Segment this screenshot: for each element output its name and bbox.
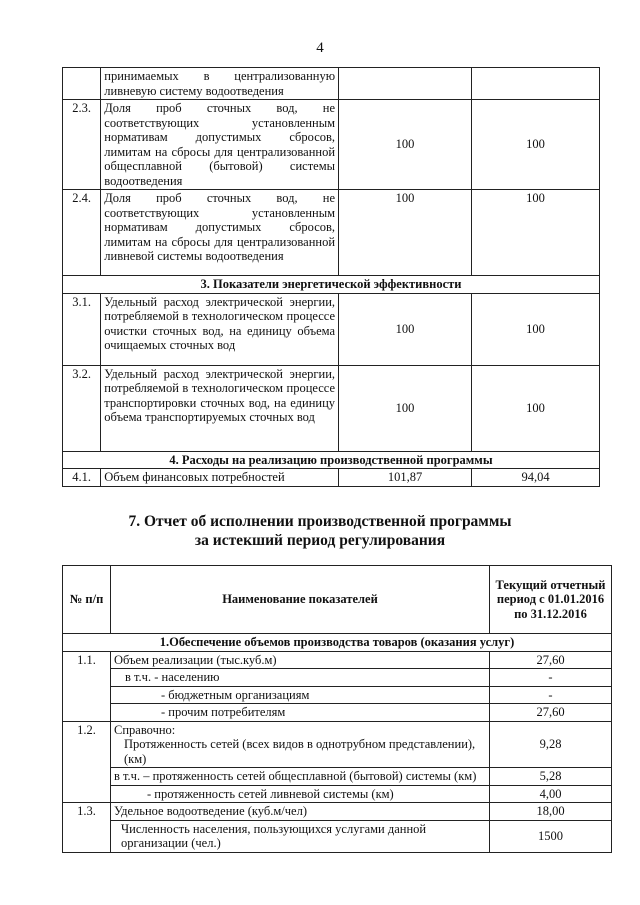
table-row [63, 669, 612, 687]
heading-line: 7. Отчет об исполнении производственной программы [128, 513, 512, 530]
row-number: 1.3. [63, 803, 111, 853]
row-value: 1500 [490, 820, 612, 852]
row-label: Справочно: [114, 722, 176, 737]
table-row [63, 469, 600, 487]
row-text: - бюджетным организациям [111, 686, 490, 704]
value-plan: 100 [339, 190, 472, 276]
row-text: - прочим потребителям [111, 704, 490, 722]
indicators-table [62, 67, 600, 487]
row-number: 4.1. [63, 469, 101, 487]
row-number: 1.1. [63, 651, 111, 721]
table-row [63, 68, 600, 100]
row-text: Численность населения, пользующихся услугами данной организации (чел.) [111, 820, 490, 852]
value-fact: 100 [472, 100, 600, 190]
header-num: № п/п [63, 566, 111, 634]
row-number [63, 68, 101, 100]
table-row [63, 768, 612, 786]
row-value: 27,60 [490, 651, 612, 669]
value-fact: 100 [472, 293, 600, 365]
header-row [63, 566, 612, 634]
row-number: 2.3. [63, 100, 101, 190]
row-value: 5,28 [490, 768, 612, 786]
heading-line: за истекший период регулирования [194, 532, 446, 549]
section-row [63, 276, 600, 294]
row-value: 18,00 [490, 803, 612, 821]
table-row [63, 803, 612, 821]
table-row [63, 704, 612, 722]
row-text: Объем реализации (тыс.куб.м) [111, 651, 490, 669]
table-row [63, 686, 612, 704]
table-row [63, 721, 612, 768]
value-plan: 100 [339, 293, 472, 365]
table-row [63, 293, 600, 365]
table-row [63, 651, 612, 669]
header-period: Текущий отчетный период с 01.01.2016 по 31.12.2016 [490, 566, 612, 634]
row-text: Доля проб сточных вод, не соответствующих установленным нормативам допустимых сбросов, лимитам на сбросы для централизованной общесплавной (бытовой) системы водоотведения [101, 100, 339, 190]
value-fact: 100 [472, 365, 600, 451]
value-fact: 100 [472, 190, 600, 276]
row-number: 1.2. [63, 721, 111, 803]
report-table [62, 565, 612, 853]
row-number: 2.4. [63, 190, 101, 276]
row-number: 3.1. [63, 293, 101, 365]
section-row [63, 451, 600, 469]
row-text: Объем финансовых потребностей [101, 469, 339, 487]
row-value: 4,00 [490, 785, 612, 803]
table-row [63, 785, 612, 803]
table-row [63, 820, 612, 852]
row-text: в т.ч. – протяженность сетей общесплавной (бытовой) системы (км) [111, 768, 490, 786]
table-row [63, 365, 600, 451]
row-value: - [490, 669, 612, 687]
row-text: Удельный расход электрической энергии, потребляемой в технологическом процессе транспортировки сточных вод, на единицу объема транспортируемых сточных вод [101, 365, 339, 451]
section-heading [0, 512, 640, 550]
row-value: - [490, 686, 612, 704]
value-fact: 94,04 [472, 469, 600, 487]
section-title: 1.Обеспечение объемов производства товаров (оказания услуг) [63, 634, 612, 652]
table-row [63, 100, 600, 190]
value-plan: 100 [339, 100, 472, 190]
header-name: Наименование показателей [111, 566, 490, 634]
table-row [63, 190, 600, 276]
section-title: 4. Расходы на реализацию производственной программы [63, 451, 600, 469]
row-text: Удельное водоотведение (куб.м/чел) [111, 803, 490, 821]
row-text: Протяженность сетей (всех видов в однотрубном представлении), (км) [124, 737, 476, 766]
section-title: 3. Показатели энергетической эффективности [63, 276, 600, 294]
row-text: - протяженность сетей ливневой системы (км) [111, 785, 490, 803]
row-text: принимаемых в централизованную ливневую систему водоотведения [101, 68, 339, 100]
value-plan: 100 [339, 365, 472, 451]
section-row [63, 634, 612, 652]
value-plan: 101,87 [339, 469, 472, 487]
row-number: 3.2. [63, 365, 101, 451]
row-text: в т.ч. - населению [111, 669, 490, 687]
page-number: 4 [316, 40, 324, 56]
row-value: 27,60 [490, 704, 612, 722]
row-value: 9,28 [490, 721, 612, 768]
row-text: Удельный расход электрической энергии, потребляемой в технологическом процессе очистки сточных вод, на единицу объема очищаемых сточных вод [101, 293, 339, 365]
row-text: Доля проб сточных вод, не соответствующих установленным нормативам допустимых сбросов, лимитам на сбросы для централизованной ливневой системы водоотведения [101, 190, 339, 276]
